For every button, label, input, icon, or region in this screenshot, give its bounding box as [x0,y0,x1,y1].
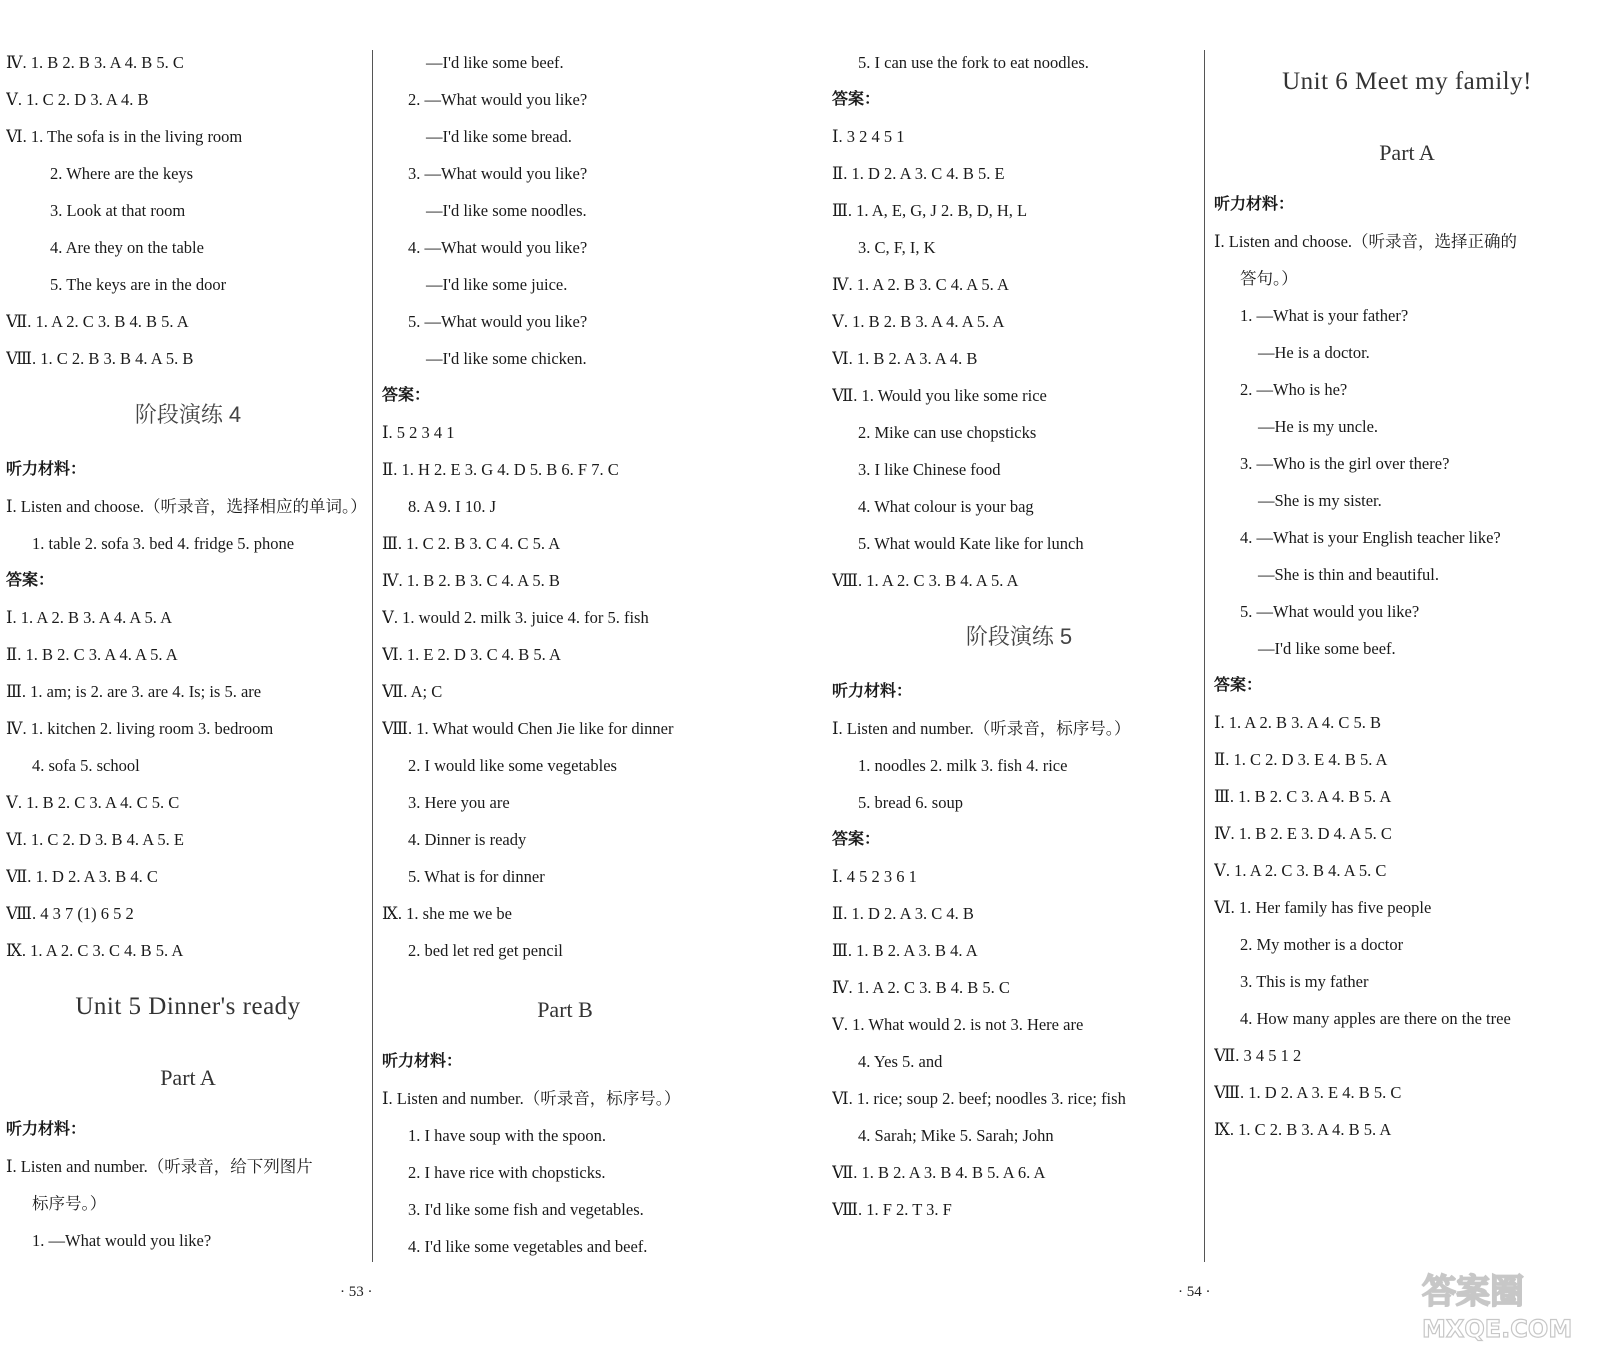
section-label: 听力材料： [1214,196,1295,213]
text-line: 3. I'd like some fish and vegetables. [408,1200,644,1219]
text-line: 2. Where are the keys [50,164,194,183]
section-label: 听力材料： [6,461,87,478]
text-line: Ⅷ. 1. A 2. C 3. B 4. A 5. A [832,571,1019,590]
text-line: 1. I have soup with the spoon. [408,1126,606,1145]
text-line: Ⅶ. A; C [382,682,443,701]
text-line: —I'd like some beef. [1258,639,1396,658]
text-line: Ⅵ. 1. B 2. A 3. A 4. B [832,349,978,368]
text-line: 2. —What would you like? [408,90,588,109]
text-line: Ⅳ. 1. B 2. E 3. D 4. A 5. C [1214,824,1392,843]
text-line: 3. This is my father [1240,972,1369,991]
text-line: 1. table 2. sofa 3. bed 4. fridge 5. phone [32,534,295,553]
text-line: Ⅳ. 1. B 2. B 3. A 4. B 5. C [6,53,184,72]
text-line: 4. What colour is your bag [858,497,1034,516]
text-line: 5. What is for dinner [408,867,545,886]
text-line: 2. I have rice with chopsticks. [408,1163,606,1182]
text-line: 3. Here you are [408,793,510,812]
text-line: 4. sofa 5. school [32,756,140,775]
text-line: 3. I like Chinese food [858,460,1001,479]
text-line: Ⅱ. 1. C 2. D 3. E 4. B 5. A [1214,750,1388,769]
text-line: 1. —What would you like? [32,1231,212,1250]
section-label: 答案： [1214,677,1263,694]
text-line: Ⅰ. 3 2 4 5 1 [832,127,905,146]
text-line: Ⅴ. 1. would 2. milk 3. juice 4. for 5. fish [382,608,649,627]
text-line: 4. Are they on the table [50,238,204,257]
text-line: 2. My mother is a doctor [1240,935,1404,954]
text-line: —I'd like some chicken. [426,349,587,368]
text-line: —I'd like some juice. [426,275,568,294]
text-line: 4. —What is your English teacher like? [1240,528,1501,547]
text-line: Ⅲ. 1. B 2. C 3. A 4. B 5. A [1214,787,1392,806]
text-line: 5. —What would you like? [408,312,588,331]
text-line: 3. —What would you like? [408,164,588,183]
text-line: Ⅲ. 1. B 2. A 3. B 4. A [832,941,978,960]
text-line: Ⅰ. Listen and number.（听录音，标序号。） [832,719,1131,738]
section-heading: 阶段演练 5 [965,624,1073,649]
text-line: Ⅳ. 1. A 2. C 3. B 4. B 5. C [832,978,1010,997]
column-1 [6,0,370,1310]
text-line: Ⅶ. 1. Would you like some rice [832,386,1047,405]
text-line: Ⅰ. 5 2 3 4 1 [382,423,455,442]
text-line: Ⅷ. 1. C 2. B 3. B 4. A 5. B [6,349,194,368]
text-line: 8. A 9. I 10. J [408,497,497,516]
section-label: 答案： [382,387,431,404]
text-line: Ⅷ. 1. F 2. T 3. F [832,1200,952,1219]
text-line: Ⅶ. 1. B 2. A 3. B 4. B 5. A 6. A [832,1163,1046,1182]
page-number-right: · 54 · [1178,1284,1211,1300]
page-number-left: · 53 · [340,1284,373,1300]
text-line: 4. —What would you like? [408,238,588,257]
column-3 [832,0,1206,1310]
text-line: 标序号。） [32,1194,107,1213]
text-line: —I'd like some noodles. [426,201,587,220]
text-line: 4. Yes 5. and [858,1052,943,1071]
unit-title: Unit 5 Dinner's ready [75,993,301,1020]
section-label: 听力材料： [832,683,913,700]
text-line: Ⅴ. 1. B 2. C 3. A 4. C 5. C [6,793,180,812]
text-line: Ⅰ. Listen and choose.（听录音，选择相应的单词。） [6,497,367,516]
text-line: 1. noodles 2. milk 3. fish 4. rice [858,756,1068,775]
text-line: Ⅲ. 1. am; is 2. are 3. are 4. Is; is 5. are [6,682,262,701]
text-line: 4. Dinner is ready [408,830,527,849]
part-title: Part A [1379,140,1435,165]
text-line: 2. I would like some vegetables [408,756,617,775]
text-line: Ⅰ. Listen and number.（听录音，标序号。） [382,1089,681,1108]
text-line: 5. What would Kate like for lunch [858,534,1084,553]
section-label: 答案： [6,572,55,589]
text-line: 4. I'd like some vegetables and beef. [408,1237,648,1256]
text-line: Ⅱ. 1. B 2. C 3. A 4. A 5. A [6,645,178,664]
column-4 [1214,0,1600,1310]
watermark-bottom: MXQE.COM [1422,1315,1573,1343]
text-line: Ⅸ. 1. A 2. C 3. C 4. B 5. A [6,941,184,960]
text-line: 5. The keys are in the door [50,275,227,294]
text-line: 2. Mike can use chopsticks [858,423,1037,442]
text-line: —She is thin and beautiful. [1258,565,1440,584]
text-line: Ⅶ. 3 4 5 1 2 [1214,1046,1302,1065]
text-line: Ⅰ. 4 5 2 3 6 1 [832,867,917,886]
text-line: Ⅳ. 1. B 2. B 3. C 4. A 5. B [382,571,560,590]
watermark-logo [1418,1267,1584,1343]
text-line: Ⅴ. 1. C 2. D 3. A 4. B [6,90,149,109]
text-line: Ⅸ. 1. she me we be [382,904,513,923]
text-line: 5. bread 6. soup [858,793,963,812]
section-label: 听力材料： [6,1121,87,1138]
text-line: Ⅲ. 1. A, E, G, J 2. B, D, H, L [832,201,1028,220]
text-line: Ⅵ. 1. rice; soup 2. beef; noodles 3. rice; fish [832,1089,1126,1108]
text-line: Ⅴ. 1. B 2. B 3. A 4. A 5. A [832,312,1005,331]
text-line: Ⅱ. 1. D 2. A 3. C 4. B [832,904,974,923]
text-line: Ⅵ. 1. E 2. D 3. C 4. B 5. A [382,645,561,664]
text-line: 4. How many apples are there on the tree [1240,1009,1511,1028]
text-line: Ⅳ. 1. kitchen 2. living room 3. bedroom [6,719,274,738]
text-line: 1. —What is your father? [1240,306,1409,325]
section-label: 答案： [832,91,881,108]
text-line: —He is my uncle. [1258,417,1379,436]
text-line: —I'd like some beef. [426,53,564,72]
text-line: 3. Look at that room [50,201,186,220]
text-line: Ⅳ. 1. A 2. B 3. C 4. A 5. A [832,275,1009,294]
text-line: Ⅰ. Listen and number.（听录音，给下列图片 [6,1157,313,1176]
text-line: Ⅵ. 1. Her family has five people [1214,898,1432,917]
text-line: Ⅴ. 1. What would 2. is not 3. Here are [832,1015,1084,1034]
section-label: 听力材料： [382,1053,463,1070]
text-line: —He is a doctor. [1258,343,1370,362]
text-line: 2. bed let red get pencil [408,941,563,960]
text-line: Ⅲ. 1. C 2. B 3. C 4. C 5. A [382,534,561,553]
text-line: 4. Sarah; Mike 5. Sarah; John [858,1126,1054,1145]
part-title: Part B [537,997,593,1022]
section-label: 答案： [832,831,881,848]
text-line: Ⅱ. 1. H 2. E 3. G 4. D 5. B 6. F 7. C [382,460,619,479]
text-line: Ⅰ. Listen and choose.（听录音，选择正确的 [1214,232,1518,251]
text-line: Ⅵ. 1. C 2. D 3. B 4. A 5. E [6,830,184,849]
column-2 [382,0,748,1310]
text-line: 3. —Who is the girl over there? [1240,454,1450,473]
watermark-top: 答案圈 [1422,1272,1524,1312]
text-line: 5. —What would you like? [1240,602,1420,621]
text-line: Ⅰ. 1. A 2. B 3. A 4. A 5. A [6,608,173,627]
text-line: 3. C, F, I, K [858,238,936,257]
text-line: 答句。） [1240,269,1298,288]
part-title: Part A [160,1065,216,1090]
text-line: —I'd like some bread. [426,127,572,146]
text-line: Ⅸ. 1. C 2. B 3. A 4. B 5. A [1214,1120,1392,1139]
text-line: 2. —Who is he? [1240,380,1348,399]
unit-title: Unit 6 Meet my family! [1282,68,1532,95]
text-line: Ⅷ. 1. D 2. A 3. E 4. B 5. C [1214,1083,1402,1102]
text-line: —She is my sister. [1258,491,1382,510]
text-line: Ⅶ. 1. D 2. A 3. B 4. C [6,867,158,886]
text-line: Ⅵ. 1. The sofa is in the living room [6,127,243,146]
text-line: 5. I can use the fork to eat noodles. [858,53,1089,72]
column-divider-left [372,50,373,1262]
text-line: Ⅷ. 4 3 7 (1) 6 5 2 [6,904,134,923]
text-line: Ⅴ. 1. A 2. C 3. B 4. A 5. C [1214,861,1387,880]
text-line: Ⅱ. 1. D 2. A 3. C 4. B 5. E [832,164,1005,183]
text-line: Ⅷ. 1. What would Chen Jie like for dinner [382,719,674,738]
column-divider-right [1204,50,1205,1262]
text-line: Ⅰ. 1. A 2. B 3. A 4. C 5. B [1214,713,1381,732]
text-line: Ⅶ. 1. A 2. C 3. B 4. B 5. A [6,312,189,331]
section-heading: 阶段演练 4 [134,402,242,427]
